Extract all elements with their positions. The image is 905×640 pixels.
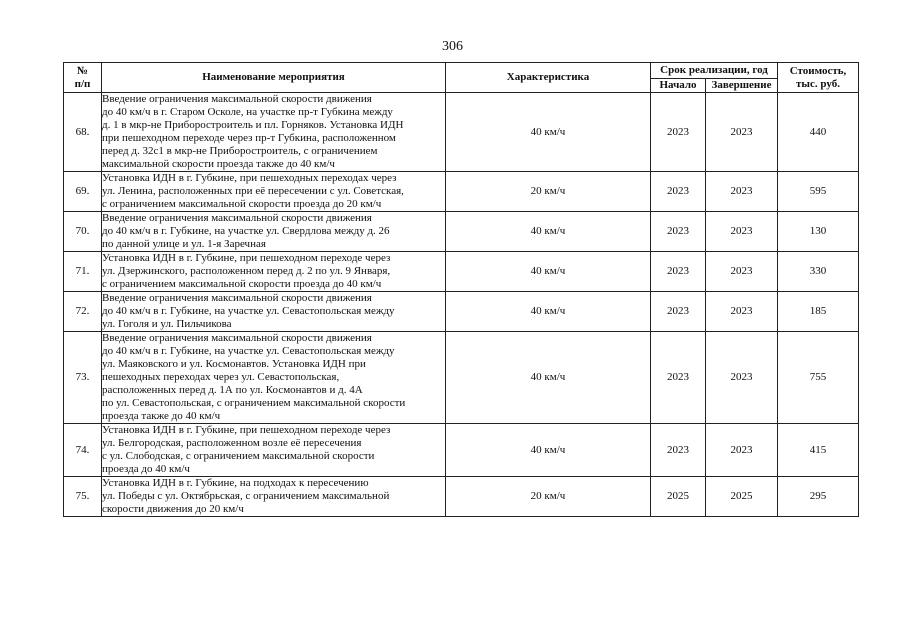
row-end-year: 2025: [706, 477, 778, 517]
table-row: [64, 292, 859, 332]
row-end-year: 2023: [706, 252, 778, 292]
row-start-year: 2025: [651, 477, 706, 517]
measure-name-line: Введение ограничения максимальной скорости движения: [102, 93, 372, 105]
row-number: 68.: [64, 93, 102, 172]
row-characteristic: 40 км/ч: [446, 332, 651, 424]
measure-name: [102, 93, 446, 172]
row-number: 69.: [64, 172, 102, 212]
measure-name-line: проезда до 40 км/ч: [102, 463, 190, 475]
measure-name-line: Введение ограничения максимальной скорости движения: [102, 332, 372, 344]
row-cost: 755: [778, 332, 859, 424]
measure-name-line: Установка ИДН в г. Губкине, при пешеходных переходах через: [102, 172, 397, 184]
table-row: [64, 424, 859, 477]
measure-name-line: с ограничением максимальной скорости проезда до 40 км/ч: [102, 278, 382, 290]
table-row: [64, 477, 859, 517]
measure-name-line: при пешеходном переходе через пр-т Губкина, расположенном: [102, 132, 396, 144]
row-cost: 330: [778, 252, 859, 292]
measure-name-line: скорости движения до 20 км/ч: [102, 503, 244, 515]
row-end-year: 2023: [706, 212, 778, 252]
measure-name-line: до 40 км/ч в г. Старом Осколе, на участке пр-т Губкина между: [102, 106, 393, 118]
row-start-year: 2023: [651, 424, 706, 477]
header-cost: Стоимость, тыс. руб.: [778, 63, 859, 93]
table-body: [64, 93, 859, 517]
row-cost: 130: [778, 212, 859, 252]
header-characteristic: Характеристика: [446, 63, 651, 93]
header-start: Начало: [651, 79, 706, 93]
row-number: 75.: [64, 477, 102, 517]
measure-name-line: Установка ИДН в г. Губкине, на подходах к пересечению: [102, 477, 369, 489]
table-row: [64, 332, 859, 424]
measure-name-line: Установка ИДН в г. Губкине, при пешеходном переходе через: [102, 424, 391, 436]
measure-name: [102, 252, 446, 292]
row-characteristic: 40 км/ч: [446, 93, 651, 172]
row-cost: 415: [778, 424, 859, 477]
measure-name-line: расположенных перед д. 1А по ул. Космонавтов и д. 4А: [102, 384, 363, 396]
measure-name-line: с ограничением максимальной скорости проезда до 20 км/ч: [102, 198, 382, 210]
row-end-year: 2023: [706, 172, 778, 212]
measure-name-line: ул. Победы с ул. Октябрьская, с ограничением максимальной: [102, 490, 390, 502]
measure-name-line: пешеходных переходах через ул. Севастопольская,: [102, 371, 340, 383]
row-characteristic: 40 км/ч: [446, 424, 651, 477]
row-cost: 295: [778, 477, 859, 517]
row-cost: 595: [778, 172, 859, 212]
table-row: [64, 212, 859, 252]
header-number: № п/п: [64, 63, 102, 93]
row-start-year: 2023: [651, 332, 706, 424]
row-start-year: 2023: [651, 93, 706, 172]
row-characteristic: 40 км/ч: [446, 252, 651, 292]
measure-name-line: Введение ограничения максимальной скорости движения: [102, 212, 372, 224]
measure-name-line: ул. Белгородская, расположенном возле её пересечения: [102, 437, 362, 449]
row-end-year: 2023: [706, 292, 778, 332]
measures-table: [63, 62, 859, 517]
page-number: 306: [442, 39, 463, 54]
measure-name-line: с ул. Слободская, с ограничением максимальной скорости: [102, 450, 375, 462]
measure-name-line: Установка ИДН в г. Губкине, при пешеходном переходе через: [102, 252, 391, 264]
table-row: [64, 172, 859, 212]
row-number: 74.: [64, 424, 102, 477]
row-characteristic: 20 км/ч: [446, 477, 651, 517]
table-row: [64, 252, 859, 292]
table-row: [64, 93, 859, 172]
measure-name-line: ул. Маяковского и ул. Космонавтов. Установка ИДН при: [102, 358, 366, 370]
row-end-year: 2023: [706, 93, 778, 172]
row-cost: 185: [778, 292, 859, 332]
measure-name-line: ул. Ленина, расположенных при её пересечении с ул. Советская,: [102, 185, 404, 197]
measure-name-line: ул. Гоголя и ул. Пильчикова: [102, 318, 232, 330]
row-start-year: 2023: [651, 292, 706, 332]
measure-name: [102, 172, 446, 212]
measure-name-line: до 40 км/ч в г. Губкине, на участке ул. Севастопольская между: [102, 345, 395, 357]
row-cost: 440: [778, 93, 859, 172]
row-characteristic: 40 км/ч: [446, 292, 651, 332]
row-number: 73.: [64, 332, 102, 424]
measure-name-line: д. 1 в мкр-не Приборостроитель и пл. Горняков. Установка ИДН: [102, 119, 404, 131]
header-name: Наименование мероприятия: [102, 63, 446, 93]
row-start-year: 2023: [651, 212, 706, 252]
measure-name-line: по ул. Севастопольская, с ограничением максимальной скорости: [102, 397, 406, 409]
measure-name-line: до 40 км/ч в г. Губкине, на участке ул. Свердлова между д. 26: [102, 225, 390, 237]
measure-name: [102, 332, 446, 424]
measure-name: [102, 424, 446, 477]
row-characteristic: 40 км/ч: [446, 212, 651, 252]
row-number: 71.: [64, 252, 102, 292]
row-number: 70.: [64, 212, 102, 252]
measure-name-line: максимальной скорости проезда также до 40 км/ч: [102, 158, 335, 170]
measure-name-line: ул. Дзержинского, расположенном перед д. 2 по ул. 9 Января,: [102, 265, 391, 277]
measure-name-line: перед д. 32с1 в мкр-не Приборостроитель, с ограничением: [102, 145, 378, 157]
measure-name: [102, 477, 446, 517]
measure-name-line: до 40 км/ч в г. Губкине, на участке ул. Севастопольская между: [102, 305, 395, 317]
measure-name-line: проезда также до 40 км/ч: [102, 410, 221, 422]
header-end: Завершение: [706, 79, 778, 93]
row-characteristic: 20 км/ч: [446, 172, 651, 212]
row-start-year: 2023: [651, 172, 706, 212]
table-header: [64, 63, 859, 93]
row-number: 72.: [64, 292, 102, 332]
measure-name-line: по данной улице и ул. 1-я Заречная: [102, 238, 266, 250]
measure-name-line: Введение ограничения максимальной скорости движения: [102, 292, 372, 304]
row-end-year: 2023: [706, 424, 778, 477]
row-end-year: 2023: [706, 332, 778, 424]
header-period: Срок реализации, год: [651, 63, 778, 79]
row-start-year: 2023: [651, 252, 706, 292]
measure-name: [102, 292, 446, 332]
measure-name: [102, 212, 446, 252]
